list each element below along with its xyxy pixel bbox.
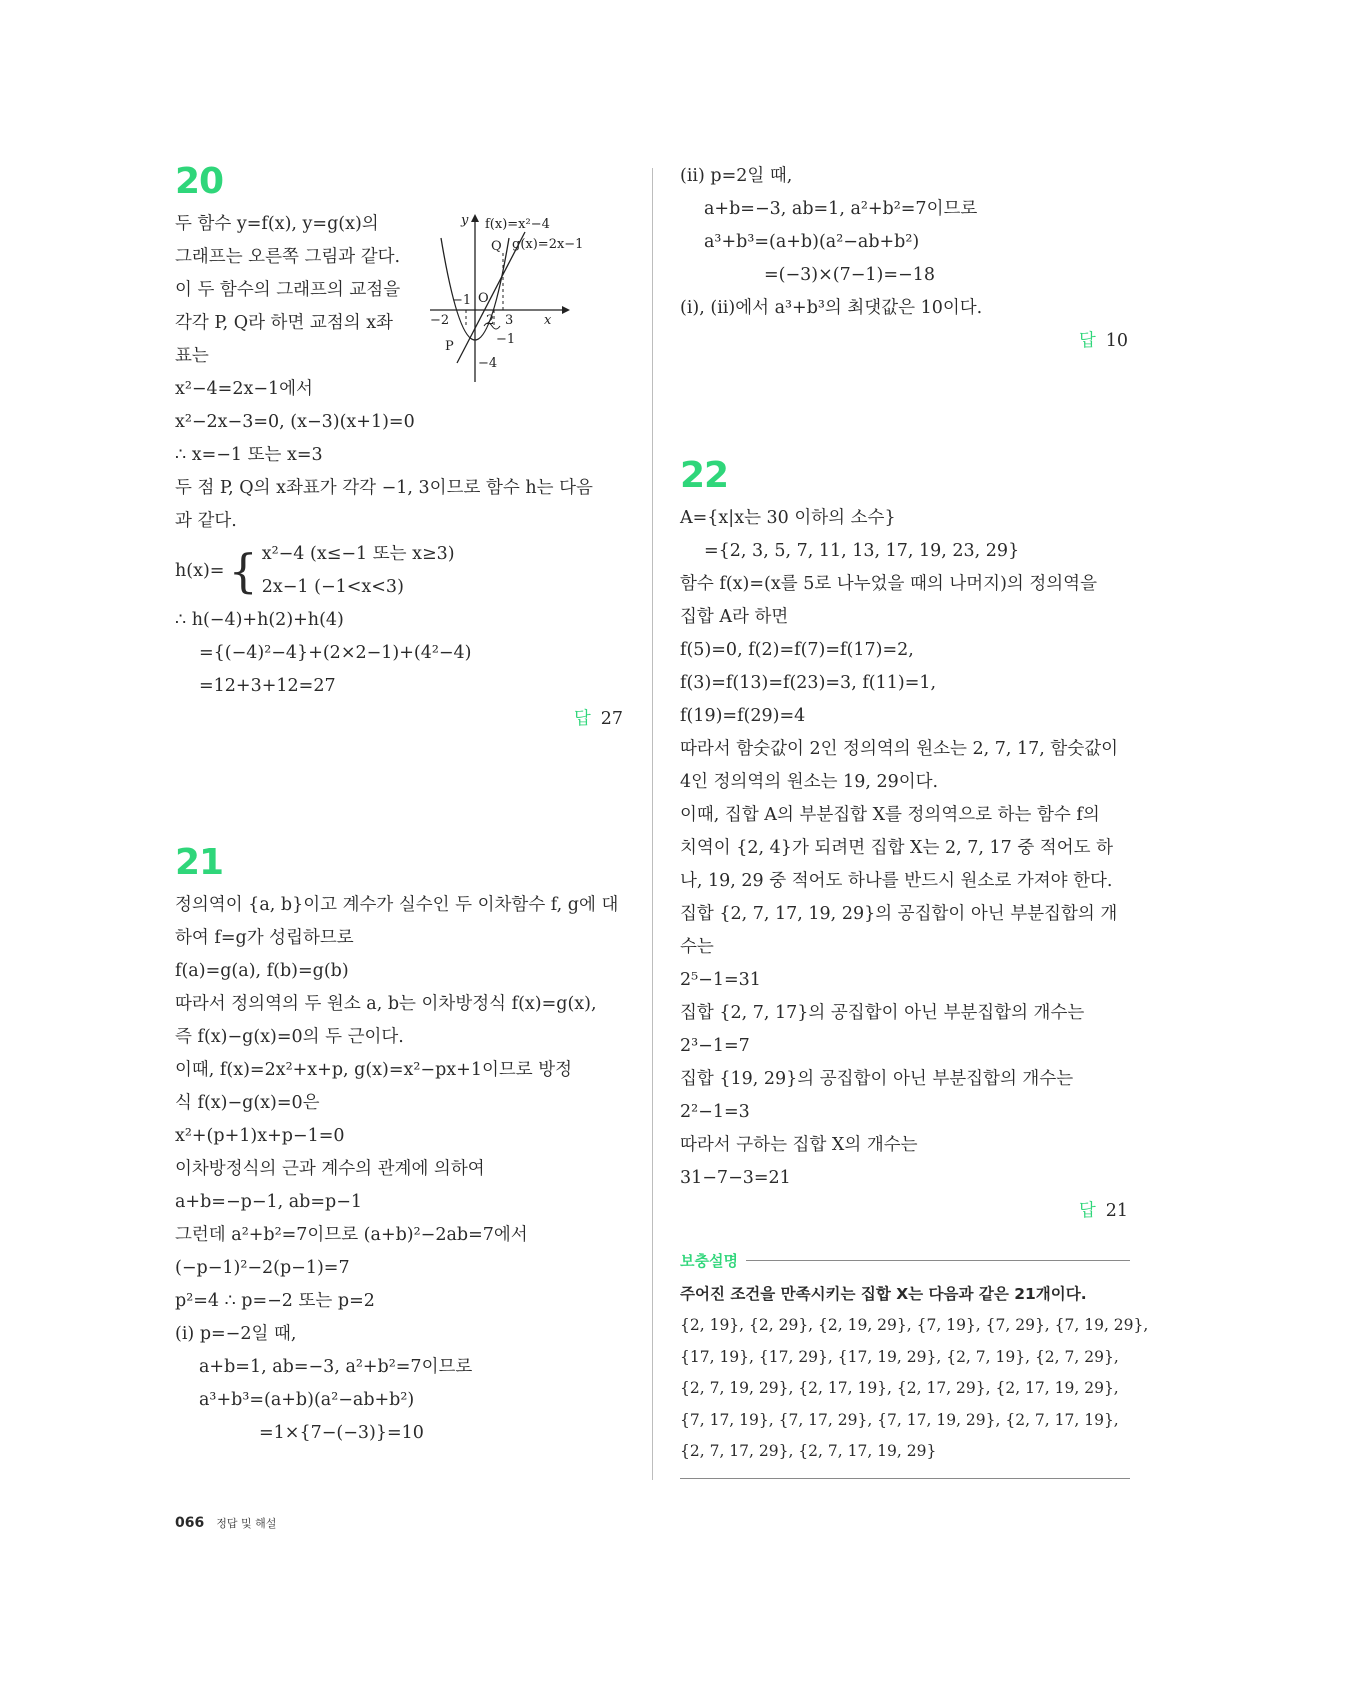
text-line: 이때, 집합 A의 부분집합 X를 정의역으로 하는 함수 f의 [680,805,1100,825]
text-line: (ii) p=2일 때, [680,166,793,186]
text-line: A={x|x는 30 이하의 소수} [680,508,896,528]
text-line: 치역이 {2, 4}가 되려면 집합 X는 2, 7, 17 중 적어도 하 [680,838,1113,858]
text-line: a+b=−3, ab=1, a²+b²=7이므로 [704,199,978,219]
text-line: f(19)=f(29)=4 [680,706,806,726]
text-line: 두 점 P, Q의 x좌표가 각각 −1, 3이므로 함수 h는 다음 [175,478,593,498]
problem-21-continued [680,160,1130,358]
supplement-line: {7, 17, 19}, {7, 17, 29}, {7, 17, 19, 29}, {2, 7, 17, 19}, [680,1410,1119,1429]
answer-20 [175,703,625,736]
text-line: 수는 [680,937,714,957]
f-label: f(x)=x²−4 [485,217,550,232]
text-line: ∴ h(−4)+h(2)+h(4) [175,610,344,630]
point-p-label: P [445,339,454,354]
h-case-1: x²−4 (x≤−1 또는 x≥3) [261,544,455,564]
value-minus1: −1 [496,332,516,347]
answer-value: 27 [600,709,623,729]
text-line: 과 같다. [175,511,237,531]
problem-20 [175,160,625,736]
x-axis-label: x [544,313,552,328]
text-line: 2⁵−1=31 [680,970,761,990]
text-line: 두 함수 y=f(x), y=g(x)의 [175,214,379,234]
supplement-line: {17, 19}, {17, 29}, {17, 19, 29}, {2, 7, 19}, {2, 7, 29}, [680,1347,1119,1366]
g-label: g(x)=2x−1 [512,237,584,252]
answer-21 [680,325,1130,358]
h-cases [262,538,455,604]
text-line: f(5)=0, f(2)=f(7)=f(17)=2, [680,640,914,660]
x-arrow [562,306,570,314]
text-line: ∴ x=−1 또는 x=3 [175,445,323,465]
text-line: x²−4=2x−1에서 [175,379,313,399]
function-graph-figure [430,210,635,385]
text-line: =1×{7−(−3)}=10 [259,1423,424,1443]
text-line: f(a)=g(a), f(b)=g(b) [175,961,349,981]
supplement-title: 보충설명 [680,1251,738,1270]
text-line: 이차방정식의 근과 계수의 관계에 의하여 [175,1159,485,1179]
text-line: (i) p=−2일 때, [175,1324,297,1344]
text-line: 2³−1=7 [680,1036,750,1056]
brace-symbol: { [228,544,258,598]
text-line: 즉 f(x)−g(x)=0의 두 근이다. [175,1027,404,1047]
origin-label: O [478,291,489,306]
supplement-bottom-rule [680,1478,1130,1479]
tick-minus1: −1 [452,293,472,308]
supplement-rule [746,1260,1130,1261]
text-line: (i), (ii)에서 a³+b³의 최댓값은 10이다. [680,298,983,318]
supplement-header [680,1242,1130,1278]
text-line: 4인 정의역의 원소는 19, 29이다. [680,772,939,792]
text-line: 함수 f(x)=(x를 5로 나누었을 때의 나머지)의 정의역을 [680,574,1097,594]
column-divider [652,168,653,1480]
supplement-line: {2, 7, 19, 29}, {2, 17, 19}, {2, 17, 29}, {2, 17, 19, 29}, [680,1379,1119,1397]
value-minus4: −4 [478,356,498,371]
problem-number: 22 [680,455,729,496]
text-line: 이 두 함수의 그래프의 교점을 [175,280,401,300]
point-q-label: Q [491,239,502,254]
left-column [175,160,625,1450]
y-axis-label: y [461,213,469,228]
text-line: 식 f(x)−g(x)=0은 [175,1093,320,1113]
problem-number: 21 [175,842,224,883]
problem-number: 20 [175,161,224,202]
supplement-box [680,1242,1149,1479]
text-line: ={2, 3, 5, 7, 11, 13, 17, 19, 23, 29} [704,541,1020,561]
text-line: 각각 P, Q라 하면 교점의 x좌 [175,313,393,333]
text-line: 이때, f(x)=2x²+x+p, g(x)=x²−px+1이므로 방정 [175,1060,573,1080]
right-column [680,160,1149,1479]
page-number: 066 [175,1515,205,1531]
text-line: 나, 19, 29 중 적어도 하나를 반드시 원소로 가져야 한다. [680,871,1113,891]
text-line: 집합 {19, 29}의 공집합이 아닌 부분집합의 개수는 [680,1069,1074,1089]
text-line: 정의역이 {a, b}이고 계수가 실수인 두 이차함수 f, g에 대 [175,895,619,915]
text-line: p²=4 ∴ p=−2 또는 p=2 [175,1291,375,1311]
text-line: a³+b³=(a+b)(a²−ab+b²) [704,232,920,252]
text-line: =(−3)×(7−1)=−18 [764,265,935,285]
text-line: 따라서 함숫값이 2인 정의역의 원소는 2, 7, 17, 함숫값이 [680,739,1119,759]
text-line: f(3)=f(13)=f(23)=3, f(11)=1, [680,673,937,693]
tick-minus2: −2 [430,313,450,328]
text-line: a+b=1, ab=−3, a²+b²=7이므로 [199,1357,473,1377]
text-line: 집합 {2, 7, 17, 19, 29}의 공집합이 아닌 부분집합의 개 [680,904,1118,924]
text-line: a+b=−p−1, ab=p−1 [175,1192,363,1212]
answer-22 [680,1195,1130,1228]
answer-label: 답 [573,709,591,729]
h-case-2: 2x−1 (−1<x<3) [261,577,404,597]
y-arrow [471,214,479,222]
problem-21 [175,841,625,1450]
supplement-line: {2, 19}, {2, 29}, {2, 19, 29}, {7, 19}, {7, 29}, {7, 19, 29}, [680,1316,1149,1334]
text-line: 2²−1=3 [680,1102,750,1122]
h-lhs: h(x)= [175,561,225,581]
text-line: =12+3+12=27 [199,676,336,696]
tick-3: 3 [505,313,514,328]
page-footer [175,1515,276,1531]
answer-value: 21 [1105,1201,1128,1221]
piecewise-function-h [175,538,625,604]
text-line: ={(−4)²−4}+(2×2−1)+(4²−4) [199,643,472,663]
text-line: 표는 [175,346,209,366]
answer-label: 답 [1078,1201,1096,1221]
text-line: 하여 f=g가 성립하므로 [175,928,354,948]
text-line: x²+(p+1)x+p−1=0 [175,1126,345,1146]
text-line: 따라서 정의역의 두 원소 a, b는 이차방정식 f(x)=g(x), [175,994,597,1014]
problem-22 [680,454,1130,1228]
text-line: 31−7−3=21 [680,1168,791,1188]
answer-value: 10 [1105,331,1128,351]
supplement-lead: 주어진 조건을 만족시키는 집합 X는 다음과 같은 21개이다. [680,1285,1087,1303]
text-line: (−p−1)²−2(p−1)=7 [175,1258,350,1278]
text-line: x²−2x−3=0, (x−3)(x+1)=0 [175,412,415,432]
text-line: 따라서 구하는 집합 X의 개수는 [680,1135,918,1155]
supplement-line: {2, 7, 17, 29}, {2, 7, 17, 19, 29} [680,1442,937,1460]
text-line: 집합 {2, 7, 17}의 공집합이 아닌 부분집합의 개수는 [680,1003,1085,1023]
answer-label: 답 [1078,331,1096,351]
footer-label: 정답 및 해설 [216,1517,277,1530]
text-line: 그런데 a²+b²=7이므로 (a+b)²−2ab=7에서 [175,1225,528,1245]
tick-2: 2 [486,313,495,328]
text-line: 집합 A라 하면 [680,607,789,627]
text-line: 그래프는 오른쪽 그림과 같다. [175,247,401,267]
text-line: a³+b³=(a+b)(a²−ab+b²) [199,1390,415,1410]
